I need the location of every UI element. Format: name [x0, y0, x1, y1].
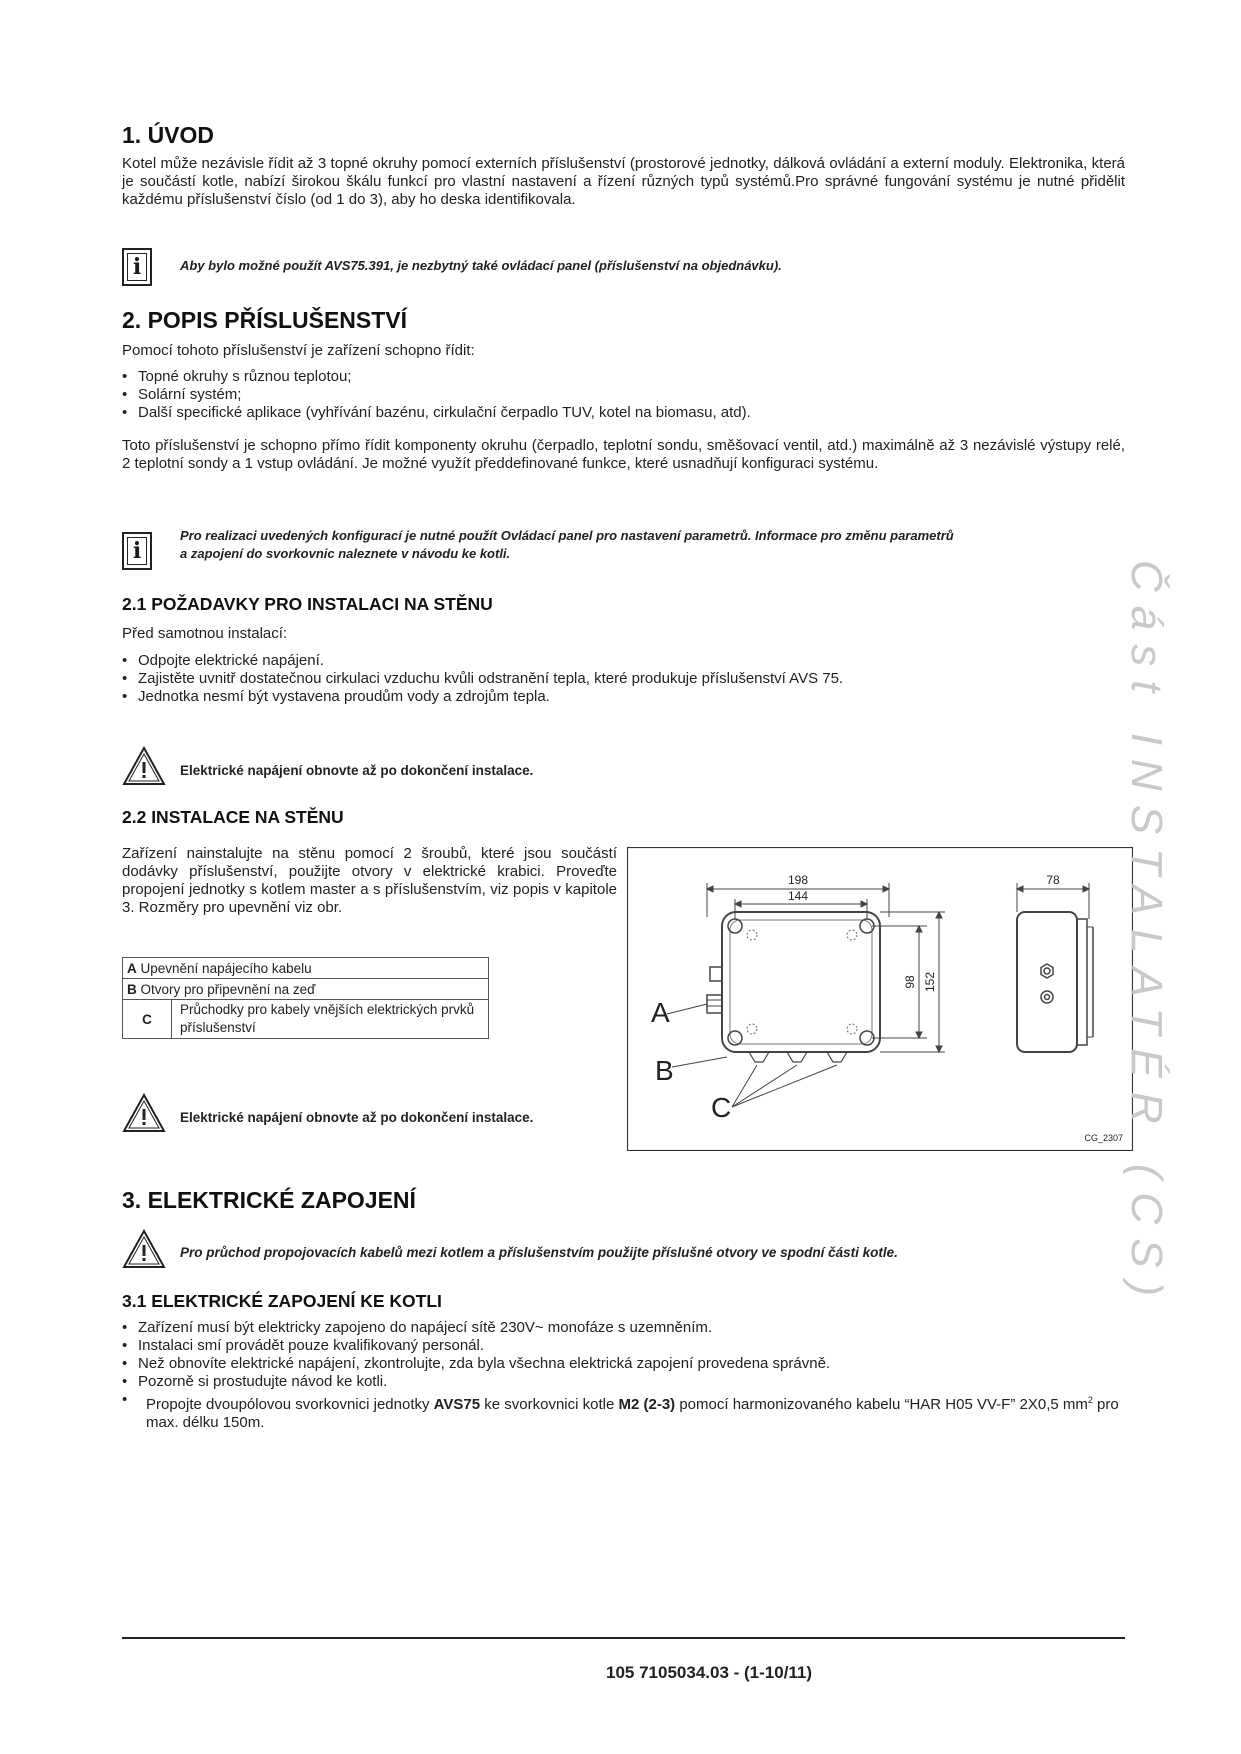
- list-item: • Zajistěte uvnitř dostatečnou cirkulaci vzduchu kvůli odstranění tepla, které produkuje příslušenství AVS 75.: [122, 670, 1125, 688]
- list-item-text: ke svorkovnici kotle: [480, 1396, 619, 1413]
- label-b: B: [655, 1055, 674, 1086]
- dim-98-label: 98: [903, 975, 917, 989]
- popis-bullet-list: [122, 368, 1125, 422]
- legend-text: Průchodky pro kabely vnějších elektrických prvků příslušenství: [172, 1000, 489, 1039]
- warning-icon: [122, 1229, 166, 1269]
- list-item: • Zařízení musí být elektricky zapojeno do napájecí sítě 230V~ monofáze s uzemněním.: [122, 1319, 1125, 1337]
- heading-uvod: 1. ÚVOD: [122, 122, 215, 148]
- warning-text: Elektrické napájení obnovte až po dokončení instalace.: [180, 763, 534, 778]
- footer-rule: [122, 1637, 1125, 1639]
- popis-paragraph: Toto příslušenství je schopno přímo řídit komponenty okruhu (čerpadlo, teplotní sondu, směšovací ventil, atd.) maximálně až 3 nezávislé výstupy relé, 2 teplotní sondy a 1 vstup ovládání. Je možné využít předdefinované funkce, které usnadňují konfiguraci systému.: [122, 437, 1125, 472]
- heading-pozadavky: 2.1 POŽADAVKY PRO INSTALACI NA STĚNU: [122, 594, 493, 614]
- pozadavky-bullet-list: [122, 652, 1125, 706]
- list-item: • Odpojte elektrické napájení.: [122, 652, 1125, 670]
- warning-icon: [122, 746, 166, 786]
- side-label: Část INSTALATÉR (CS): [1122, 560, 1171, 1311]
- heading-zapojeni-ke-kotli: 3.1 ELEKTRICKÉ ZAPOJENÍ KE KOTLI: [122, 1291, 442, 1311]
- list-item-text: pomocí harmonizovaného kabelu “HAR H05 VV-F” 2X0,5 mm: [675, 1396, 1088, 1413]
- dim-144-label: 144: [787, 889, 809, 903]
- dim-78-label: 78: [1046, 873, 1060, 887]
- table-row: [123, 1000, 489, 1039]
- list-item-text: Propojte dvoupólovou svorkovnici jednotky: [146, 1396, 434, 1413]
- list-item-bold: M2 (2-3): [618, 1396, 676, 1413]
- list-item: [122, 1391, 1125, 1432]
- heading-popis: 2. POPIS PŘÍSLUŠENSTVÍ: [122, 307, 408, 333]
- table-row: [123, 979, 489, 1000]
- warning-text-cables: Pro průchod propojovacích kabelů mezi kotlem a příslušenstvím použijte příslušné otvory ve spodní části kotle.: [180, 1245, 898, 1260]
- popis-intro: Pomocí tohoto příslušenství je zařízení schopno řídit:: [122, 342, 475, 359]
- info-note-avs75: Aby bylo možné použít AVS75.391, je nezbytný také ovládací panel (příslušenství na objednávku).: [180, 258, 782, 273]
- list-item: • Než obnovíte elektrické napájení, zkontrolujte, zda byla všechna elektrická zapojení provedena správně.: [122, 1355, 1125, 1373]
- label-c: C: [711, 1092, 732, 1123]
- list-item-text: pro max. délku 150m.: [146, 1396, 1119, 1431]
- list-item: • Pozorně si prostudujte návod ke kotli.: [122, 1373, 1125, 1391]
- list-item: • Další specifické aplikace (vyhřívání bazénu, cirkulační čerpadlo TUV, kotel na biomasu, atd).: [122, 404, 1125, 422]
- list-item: • Jednotka nesmí být vystavena proudům vody a zdrojům tepla.: [122, 688, 1125, 706]
- heading-instalace: 2.2 INSTALACE NA STĚNU: [122, 807, 344, 827]
- heading-elektricke-zapojeni: 3. ELEKTRICKÉ ZAPOJENÍ: [122, 1187, 416, 1213]
- warning-icon: [122, 1093, 166, 1133]
- list-item: • Instalaci smí provádět pouze kvalifikovaný personál.: [122, 1337, 1125, 1355]
- figure-code: CG_2307: [1084, 1133, 1123, 1143]
- dim-152-label: 152: [923, 971, 937, 993]
- info-note-config-line2: a zapojení do svorkovnic naleznete v návodu ke kotli.: [180, 546, 511, 561]
- list-item-bold: AVS75: [433, 1396, 481, 1413]
- pozadavky-intro: Před samotnou instalací:: [122, 625, 288, 642]
- info-note-config-line1: Pro realizaci uvedených konfigurací je nutné použít Ovládací panel pro nastavení parametrů. Informace pro změnu parametrů: [180, 528, 954, 543]
- label-a: A: [651, 997, 670, 1028]
- superscript: 2: [1087, 1395, 1093, 1405]
- instalace-paragraph: Zařízení nainstalujte na stěnu pomocí 2 šroubů, které jsou součástí dodávky příslušenství, použijte otvory v elektrické krabici. Proveďte propojení jednotky s kotlem master a s příslušenstvím, viz popis v kapitole 3. Rozměry pro upevnění viz obr.: [122, 845, 617, 916]
- table-row: [123, 958, 489, 979]
- legend-key: C: [123, 1000, 172, 1039]
- list-item: • Solární systém;: [122, 386, 1125, 404]
- legend-text: Upevnění napájecího kabelu: [140, 960, 312, 976]
- legend-text: Otvory pro připevnění na zeď: [140, 981, 316, 997]
- intro-paragraph: Kotel může nezávisle řídit až 3 topné okruhy pomocí externích příslušenství (prostorové jednotky, dálková ovládání a externí moduly. Elektronika, která je součástí kotle, nabízí širokou škálu funkcí pro vlastní nastavení a řízení různých typů systémů.Pro správné fungování systému je nutné přidělit každému příslušenství číslo (od 1 do 3), aby ho deska identifikovala.: [122, 155, 1125, 208]
- legend-key: B: [127, 981, 137, 997]
- legend-table: [122, 957, 489, 1039]
- dim-198-label: 198: [787, 873, 809, 887]
- info-icon: i: [122, 248, 152, 286]
- footer-doc-number: 105 7105034.03 - (1-10/11): [606, 1663, 813, 1682]
- zapojeni-bullet-list: [122, 1319, 1125, 1432]
- list-item: • Topné okruhy s různou teplotou;: [122, 368, 1125, 386]
- legend-key: A: [127, 960, 137, 976]
- mounting-dimensions-figure: [627, 847, 1133, 1151]
- info-icon: i: [122, 532, 152, 570]
- warning-text: Elektrické napájení obnovte až po dokončení instalace.: [180, 1110, 534, 1125]
